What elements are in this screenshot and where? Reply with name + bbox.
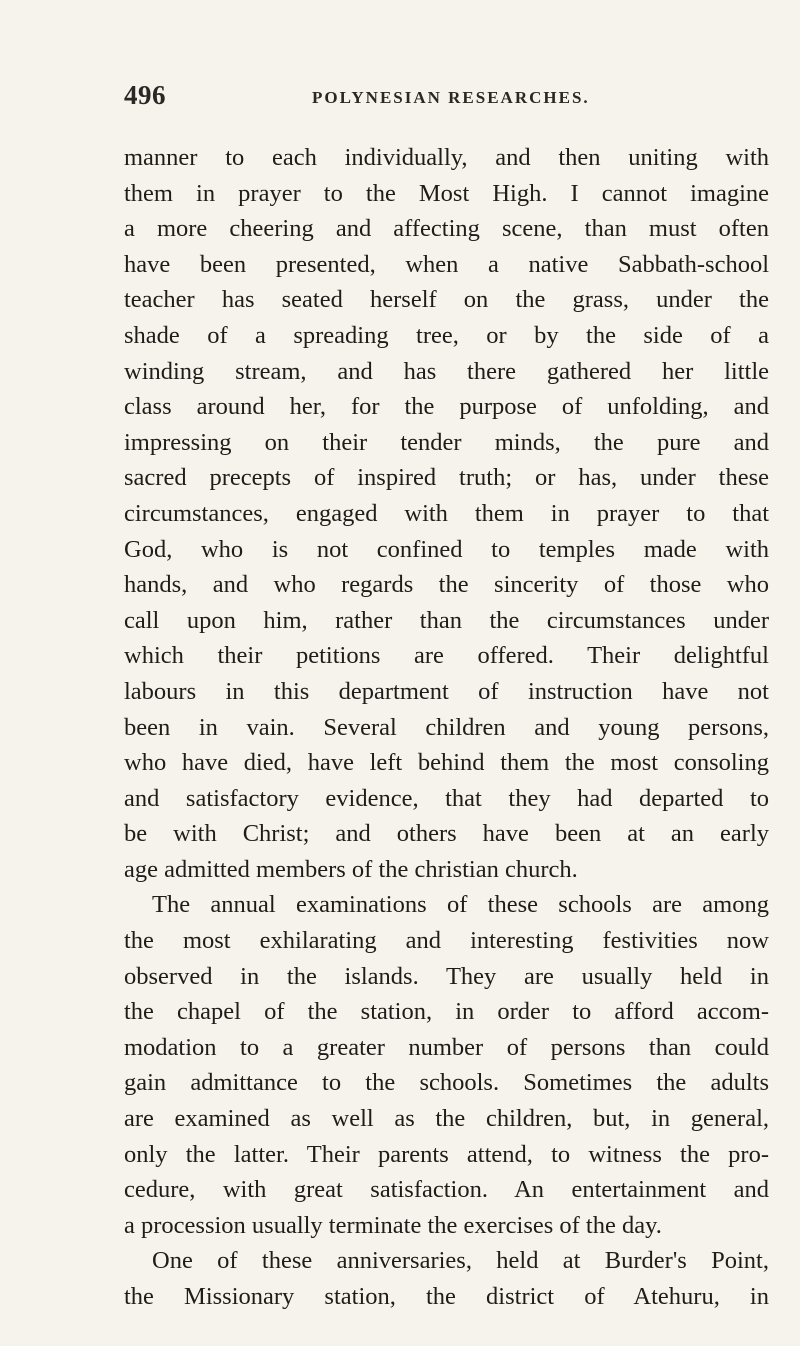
text-line: The annual examinations of these schools are among xyxy=(152,891,769,919)
text-line: have been presented, when a native Sabbath-school xyxy=(124,250,769,278)
text-line: call upon him, rather than the circumstances under xyxy=(124,606,769,634)
text-line: winding stream, and has there gathered her little xyxy=(124,357,769,385)
text-line: labours in this department of instruction have not xyxy=(124,677,769,705)
text-line: One of these anniversaries, held at Burder's Point, xyxy=(152,1247,769,1275)
body-text xyxy=(124,140,769,1315)
text-line: been in vain. Several children and young persons, xyxy=(124,713,769,741)
text-line: who have died, have left behind them the most consoling xyxy=(124,749,769,777)
text-line: be with Christ; and others have been at an early xyxy=(124,820,769,848)
text-line: gain admittance to the schools. Sometimes the adults xyxy=(124,1069,769,1097)
text-line: the chapel of the station, in order to afford accom- xyxy=(124,998,769,1026)
text-line: the most exhilarating and interesting festivities now xyxy=(124,927,769,955)
text-line: God, who is not confined to temples made with xyxy=(124,535,769,563)
text-line: which their petitions are offered. Their delightful xyxy=(124,642,769,670)
text-line: cedure, with great satisfaction. An entertainment and xyxy=(124,1176,769,1204)
text-line: shade of a spreading tree, or by the side of a xyxy=(124,321,769,349)
text-line: a more cheering and affecting scene, than must often xyxy=(124,215,769,243)
text-line: age admitted members of the christian church. xyxy=(124,855,578,883)
text-line: impressing on their tender minds, the pure and xyxy=(124,428,769,456)
text-line: a procession usually terminate the exercises of the day. xyxy=(124,1211,662,1239)
text-line: them in prayer to the Most High. I cannot imagine xyxy=(124,179,769,207)
running-title: POLYNESIAN RESEARCHES. xyxy=(312,88,590,107)
running-head xyxy=(124,80,769,120)
text-line: and satisfactory evidence, that they had departed to xyxy=(124,784,769,812)
text-line: sacred precepts of inspired truth; or has, under these xyxy=(124,464,769,492)
text-line: observed in the islands. They are usually held in xyxy=(124,962,769,990)
text-line: hands, and who regards the sincerity of those who xyxy=(124,571,769,599)
text-line: manner to each individually, and then uniting with xyxy=(124,144,769,171)
text-line: modation to a greater number of persons than could xyxy=(124,1033,769,1061)
text-line: circumstances, engaged with them in prayer to that xyxy=(124,499,769,527)
page-number: 496 xyxy=(124,80,166,110)
text-line: class around her, for the purpose of unfolding, and xyxy=(124,393,769,421)
text-line: only the latter. Their parents attend, to witness the pro- xyxy=(124,1140,769,1168)
text-line: the Missionary station, the district of Atehuru, in xyxy=(124,1283,769,1310)
text-line: are examined as well as the children, but, in general, xyxy=(124,1105,769,1133)
text-line: teacher has seated herself on the grass, under the xyxy=(124,286,769,314)
